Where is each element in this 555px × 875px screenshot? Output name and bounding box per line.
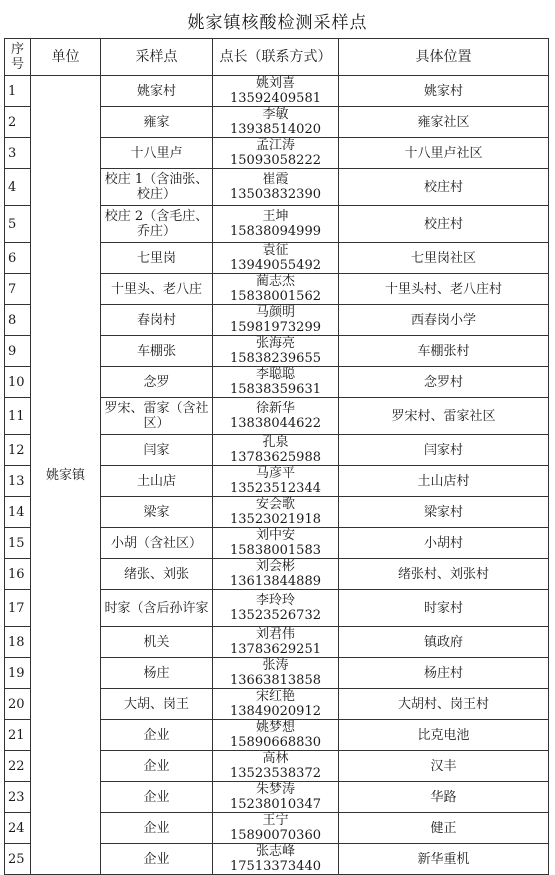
row-location: 十八里卢社区: [339, 138, 549, 169]
row-location: 华路: [339, 782, 549, 813]
row-leader: 李玲玲 13523526732: [213, 590, 339, 627]
row-leader: 袁征 13949055492: [213, 243, 339, 274]
row-leader: 安会歌 13523021918: [213, 497, 339, 528]
row-leader: 刘中安 15838001583: [213, 528, 339, 559]
row-location: 杨庄村: [339, 658, 549, 689]
header-leader: 点长（联系方式）: [213, 39, 339, 76]
row-seq: 20: [5, 689, 31, 720]
row-point: 姚家村: [101, 76, 213, 107]
page-title: 姚家镇核酸检测采样点: [187, 13, 368, 33]
row-location: 时家村: [339, 590, 549, 627]
row-seq: 11: [5, 398, 31, 435]
row-point: 春岗村: [101, 305, 213, 336]
row-location: 绪张村、刘张村: [339, 559, 549, 590]
row-point: 大胡、岗王: [101, 689, 213, 720]
row-location: 大胡村、岗王村: [339, 689, 549, 720]
row-leader: 姚刘喜 13592409581: [213, 76, 339, 107]
row-leader: 刘会彬 13613844889: [213, 559, 339, 590]
row-point: 念罗: [101, 367, 213, 398]
row-location: 比克电池: [339, 720, 549, 751]
row-point: 校庄 2（含毛庄、乔庄）: [101, 206, 213, 243]
row-seq: 14: [5, 497, 31, 528]
table-header-row: [5, 39, 549, 76]
row-location: 新华重机: [339, 844, 549, 875]
row-point: 罗宋、雷家（含社区）: [101, 398, 213, 435]
row-seq: 24: [5, 813, 31, 844]
row-leader: 孟江涛 15093058222: [213, 138, 339, 169]
row-seq: 7: [5, 274, 31, 305]
row-seq: 25: [5, 844, 31, 875]
row-location: 十里头村、老八庄村: [339, 274, 549, 305]
row-seq: 17: [5, 590, 31, 627]
row-seq: 16: [5, 559, 31, 590]
row-seq: 6: [5, 243, 31, 274]
unit-name: 姚家镇: [31, 76, 101, 875]
row-point: 企业: [101, 813, 213, 844]
row-leader: 王坤 15838094999: [213, 206, 339, 243]
row-location: 西春岗小学: [339, 305, 549, 336]
row-location: 梁家村: [339, 497, 549, 528]
row-leader: 高林 13523538372: [213, 751, 339, 782]
row-location: 闫家村: [339, 435, 549, 466]
header-location: 具体位置: [339, 39, 549, 76]
header-point: 采样点: [101, 39, 213, 76]
row-seq: 13: [5, 466, 31, 497]
row-leader: 李敏 13938514020: [213, 107, 339, 138]
row-seq: 18: [5, 627, 31, 658]
row-location: 土山店村: [339, 466, 549, 497]
row-seq: 22: [5, 751, 31, 782]
row-point: 企业: [101, 844, 213, 875]
row-leader: 蔺志杰 15838001562: [213, 274, 339, 305]
row-leader: 李聪聪 15838359631: [213, 367, 339, 398]
row-leader: 孔泉 13783625988: [213, 435, 339, 466]
row-leader: 朱梦涛 15238010347: [213, 782, 339, 813]
row-point: 企业: [101, 782, 213, 813]
row-point: 土山店: [101, 466, 213, 497]
row-location: 汉丰: [339, 751, 549, 782]
row-leader: 刘君伟 13783629251: [213, 627, 339, 658]
row-leader: 姚梦想 15890668830: [213, 720, 339, 751]
row-point: 企业: [101, 720, 213, 751]
row-seq: 8: [5, 305, 31, 336]
row-point: 车棚张: [101, 336, 213, 367]
row-leader: 宋红艳 13849020912: [213, 689, 339, 720]
row-location: 校庄村: [339, 206, 549, 243]
row-leader: 马颜明 15981973299: [213, 305, 339, 336]
row-leader: 张涛 13663813858: [213, 658, 339, 689]
row-seq: 3: [5, 138, 31, 169]
row-point: 梁家: [101, 497, 213, 528]
row-seq: 2: [5, 107, 31, 138]
row-location: 健正: [339, 813, 549, 844]
row-location: 罗宋村、雷家社区: [339, 398, 549, 435]
row-point: 校庄 1（含油张、校庄）: [101, 169, 213, 206]
row-point: 时家（含后孙许家: [101, 590, 213, 627]
row-point: 闫家: [101, 435, 213, 466]
row-location: 念罗村: [339, 367, 549, 398]
row-location: 镇政府: [339, 627, 549, 658]
row-leader: 马彦平 13523512344: [213, 466, 339, 497]
row-location: 雍家社区: [339, 107, 549, 138]
header-seq: 序号: [5, 39, 31, 76]
sampling-points-table: [4, 38, 549, 875]
row-point: 十八里卢: [101, 138, 213, 169]
row-seq: 5: [5, 206, 31, 243]
row-seq: 12: [5, 435, 31, 466]
row-seq: 21: [5, 720, 31, 751]
row-location: 校庄村: [339, 169, 549, 206]
row-point: 小胡（含社区）: [101, 528, 213, 559]
row-point: 杨庄: [101, 658, 213, 689]
row-point: 雍家: [101, 107, 213, 138]
row-leader: 徐新华 13838044622: [213, 398, 339, 435]
row-seq: 15: [5, 528, 31, 559]
row-point: 七里岗: [101, 243, 213, 274]
row-leader: 王宁 15890070360: [213, 813, 339, 844]
row-point: 企业: [101, 751, 213, 782]
row-point: 十里头、老八庄: [101, 274, 213, 305]
row-leader: 张志峰 17513373440: [213, 844, 339, 875]
row-point: 机关: [101, 627, 213, 658]
row-leader: 崔霞 13503832390: [213, 169, 339, 206]
row-location: 车棚张村: [339, 336, 549, 367]
header-unit: 单位: [31, 39, 101, 76]
row-seq: 10: [5, 367, 31, 398]
row-seq: 19: [5, 658, 31, 689]
row-location: 小胡村: [339, 528, 549, 559]
row-location: 姚家村: [339, 76, 549, 107]
table-row: [5, 76, 549, 107]
row-seq: 23: [5, 782, 31, 813]
row-location: 七里岗社区: [339, 243, 549, 274]
row-seq: 1: [5, 76, 31, 107]
row-leader: 张海亮 15838239655: [213, 336, 339, 367]
row-seq: 4: [5, 169, 31, 206]
row-seq: 9: [5, 336, 31, 367]
row-point: 绪张、刘张: [101, 559, 213, 590]
